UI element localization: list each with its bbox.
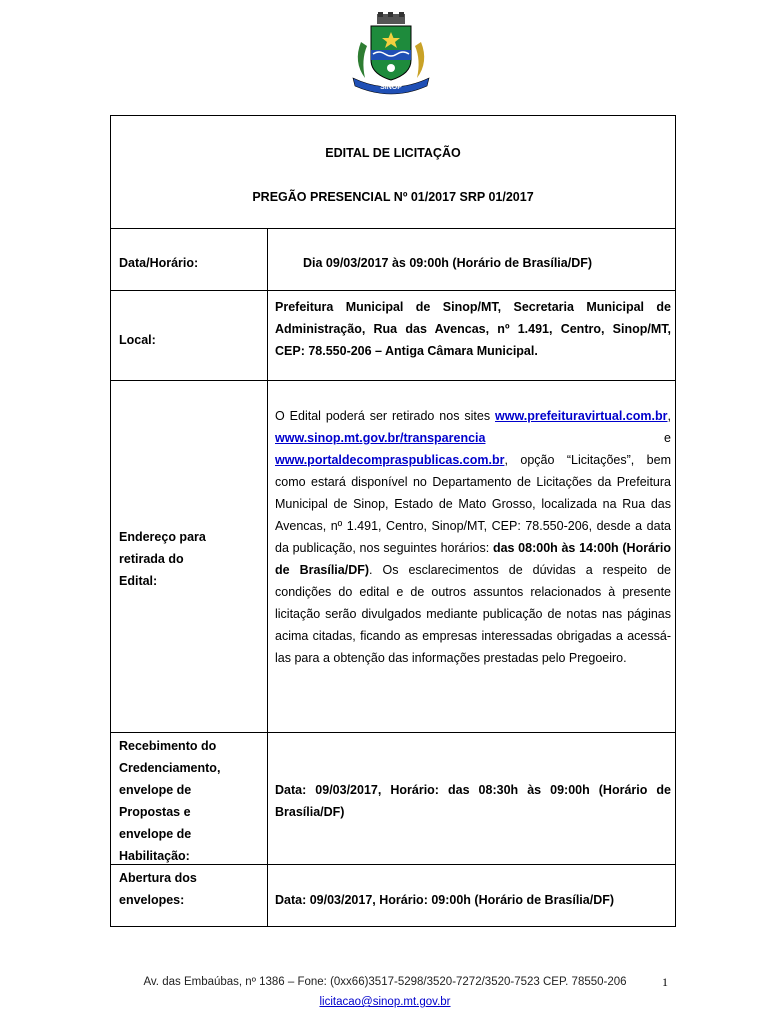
- local-label: Local:: [119, 333, 156, 347]
- row-divider: [111, 380, 675, 381]
- sinop-coat-of-arms-logo: [347, 12, 435, 96]
- footer-address: Av. das Embaúbas, nº 1386 – Fone: (0xx66)3517-5298/3520-7272/3520-7523 CEP. 78550-206: [143, 976, 627, 988]
- footer-email-link[interactable]: licitacao@sinop.mt.gov.br: [319, 996, 451, 1008]
- row-divider: [111, 732, 675, 733]
- endereco-value: O Edital poderá ser retirado nos sites www.prefeituravirtual.com.br, www.sinop.mt.gov.br/transparencia e www.portaldecompraspublicas.com.br, opção “Licitações”, bem como estará disponível no Departamento de Licitações da Prefeitura Municipal de Sinop, Estado de Mato Grosso, localizada na Rua das Avencas, nº 1.491, Centro, Sinop/MT, CEP: 78.550-206, desde a data da publicação, nos seguintes horários: das 08:00h às 14:00h (Horário de Brasília/DF). Os esclarecimentos de dúvidas a respeito de condições do edital e de outros assuntos relacionados à presente licitação serão divulgados mediante publicação de notas nas páginas acima citadas, ficando as empresas interessadas obrigadas a acessá-las para a obtenção das informações prestadas pelo Pregoeiro.: [275, 409, 671, 665]
- row-divider: [111, 864, 675, 865]
- datahora-label: Data/Horário:: [119, 256, 199, 270]
- recebimento-value: Data: 09/03/2017, Horário: das 08:30h às 09:00h (Horário de Brasília/DF): [275, 783, 671, 819]
- link-portaldecompras[interactable]: www.portaldecompraspublicas.com.br: [275, 453, 505, 467]
- page-number: 1: [662, 975, 668, 989]
- datahora-value: Dia 09/03/2017 às 09:00h (Horário de Brasília/DF): [303, 256, 593, 270]
- link-prefeituravirtual[interactable]: www.prefeituravirtual.com.br: [495, 409, 668, 423]
- document-subtitle: PREGÃO PRESENCIAL Nº 01/2017 SRP 01/2017: [252, 190, 534, 204]
- edital-table: [110, 115, 676, 927]
- endereco-label: Endereço para retirada do Edital:: [119, 530, 206, 588]
- svg-text:SINOP: SINOP: [380, 84, 402, 91]
- recebimento-label: Recebimento do Credenciamento, envelope de Propostas e envelope de Habilitação:: [119, 739, 221, 863]
- abertura-label: Abertura dos envelopes:: [119, 871, 197, 907]
- row-divider: [111, 228, 675, 229]
- abertura-value: Data: 09/03/2017, Horário: 09:00h (Horário de Brasília/DF): [275, 893, 615, 907]
- column-divider: [267, 228, 268, 926]
- local-value: Prefeitura Municipal de Sinop/MT, Secretaria Municipal de Administração, Rua das Avencas, nº 1.491, Centro, Sinop/MT, CEP: 78.550-206 – Antiga Câmara Municipal.: [275, 300, 671, 358]
- document-title: EDITAL DE LICITAÇÃO: [325, 146, 461, 160]
- link-sinop-transparencia[interactable]: www.sinop.mt.gov.br/transparencia: [275, 431, 486, 445]
- footer-email-row: [0, 996, 770, 1008]
- row-divider: [111, 290, 675, 291]
